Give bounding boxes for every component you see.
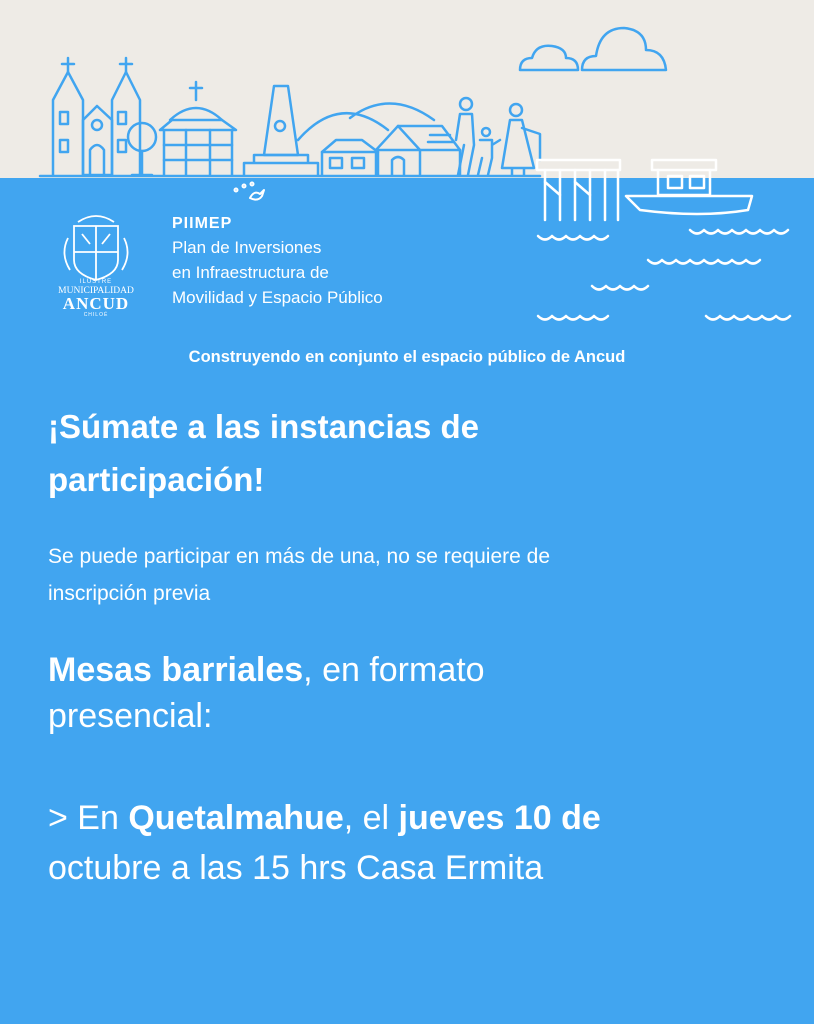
- boat-icon: [626, 160, 752, 214]
- waves-icon: [538, 230, 790, 320]
- participation-note-line-2: inscripción previa: [48, 582, 211, 605]
- mesas-bold: Mesas barriales: [48, 651, 304, 689]
- bird-icon: [235, 183, 265, 200]
- headline-line-1: ¡Súmate a las instancias de: [48, 408, 480, 445]
- tagline: Construyendo en conjunto el espacio público de Ancud: [188, 348, 626, 366]
- logo-municipalidad: MUNICIPALIDAD: [58, 286, 134, 296]
- pavilion-icon: [160, 82, 236, 175]
- event-place: Quetalmahue: [128, 799, 344, 837]
- house-icon: [376, 126, 460, 175]
- headline: [48, 400, 768, 506]
- event-details: [48, 793, 788, 893]
- church-icon: [53, 58, 140, 175]
- participation-note: [48, 538, 778, 612]
- event-date: jueves 10 de: [398, 799, 601, 837]
- mesas-line-2: presencial:: [48, 697, 213, 735]
- mesas-heading: [48, 647, 778, 739]
- logo-ilustre: ILUSTRE: [79, 279, 113, 285]
- event-mid: , el: [343, 799, 399, 837]
- event-line-2: octubre a las 15 hrs Casa Ermita: [48, 849, 544, 887]
- event-prefix: > En: [48, 799, 129, 837]
- logo-ancud: ANCUD: [62, 294, 130, 313]
- participation-note-line-1: Se puede participar en más de una, no se requiere de: [48, 545, 551, 568]
- mesas-line-1: [48, 647, 778, 693]
- cloud-icon: [520, 28, 666, 70]
- program-name-line-3: Movilidad y Espacio Público: [172, 288, 383, 307]
- family-icon: [456, 98, 540, 175]
- logo-chiloe: CHILOÉ: [83, 312, 109, 318]
- headline-line-2: participación!: [48, 461, 265, 498]
- program-name-line-2: en Infraestructura de: [172, 263, 329, 282]
- program-acronym: PIIMEP: [172, 215, 233, 232]
- program-name-line-1: Plan de Inversiones: [172, 238, 322, 257]
- tree-icon: [128, 123, 156, 175]
- hills-icon: [298, 103, 434, 140]
- pier-icon: [537, 160, 620, 220]
- house-icon: [322, 140, 378, 175]
- event-line-1: [48, 793, 788, 843]
- mesas-rest: , en formato: [303, 651, 485, 689]
